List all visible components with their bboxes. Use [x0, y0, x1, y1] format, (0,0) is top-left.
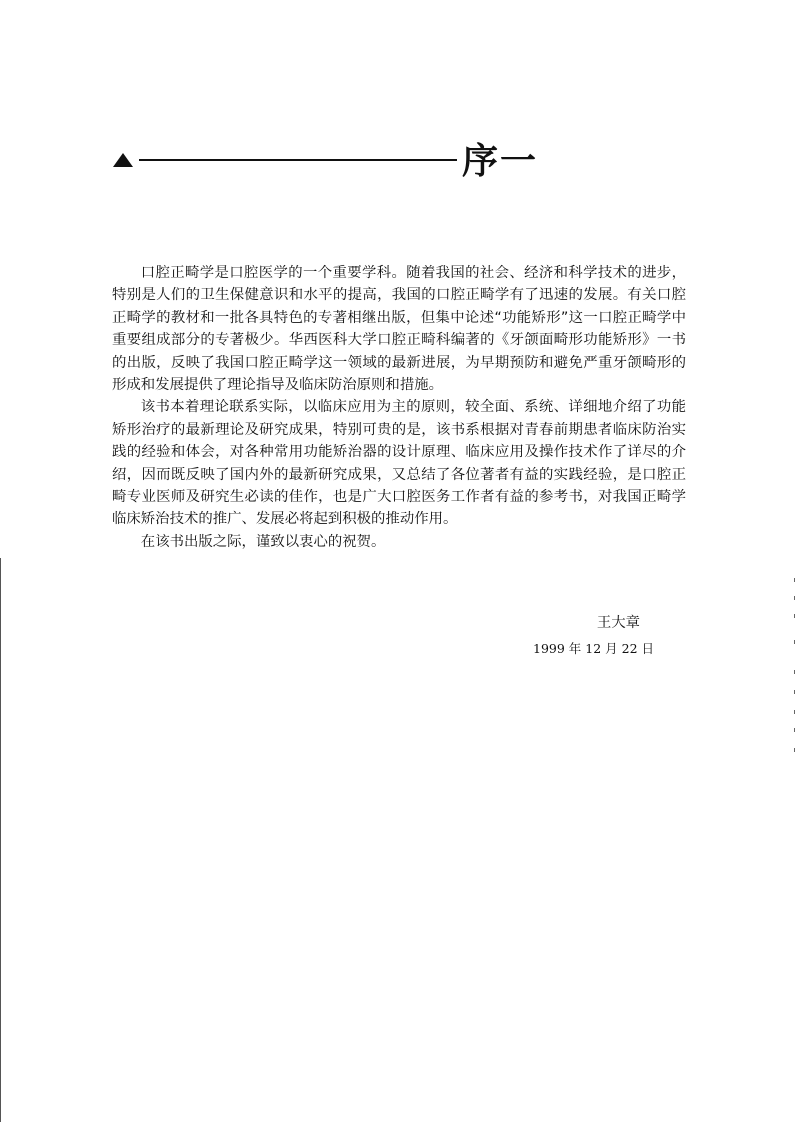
heading-rule: [139, 159, 457, 161]
signature-block: [520, 612, 684, 660]
paragraph-2: 该书本着理论联系实际，以临床应用为主的原则，较全面、系统、详细地介绍了功能矫形治疗的最新理论及研究成果，特别可贵的是，该书系根据对青春前期患者临床防治实践的经验和体会，对各种常用功能矫治器的设计原理、临床应用及操作技术作了详尽的介绍，因而既反映了国内外的最新研究成果，又总结了各位著者有益的实践经验，是口腔正畸专业医师及研究生必读的佳作，也是广大口腔医务工作者有益的参考书，对我国正畸学临床矫治技术的推广、发展必将起到积极的推动作用。: [112, 399, 686, 528]
paragraph-3: 在该书出版之际，谨致以衷心的祝贺。: [140, 533, 386, 550]
preface-heading: [113, 141, 539, 182]
triangle-icon: [113, 153, 133, 167]
author-name: 王大章: [596, 615, 640, 631]
scan-edge-marks: [794, 578, 796, 758]
scan-edge-line: [0, 558, 1, 1122]
paragraph-1: 口腔正畸学是口腔医学的一个重要学科。随着我国的社会、经济和科学技术的进步，特别是人们的卫生保健意识和水平的提高，我国的口腔正畸学有了迅速的发展。有关口腔正畸学的教材和一批各具特色的专著相继出版，但集中论述“功能矫形”这一口腔正畸学中重要组成部分的专著极少。华西医科大学口腔正畸科编著的《牙颌面畸形功能矫形》一书的出版，反映了我国口腔正畸学这一领域的最新进展，为早期预防和避免严重牙颌畸形的形成和发展提供了理论指导及临床防治原则和措施。: [112, 265, 686, 394]
signature-date: 1999 年 12 月 22 日: [533, 641, 654, 656]
preface-body: [112, 262, 686, 553]
page-title: 序一: [462, 141, 539, 182]
